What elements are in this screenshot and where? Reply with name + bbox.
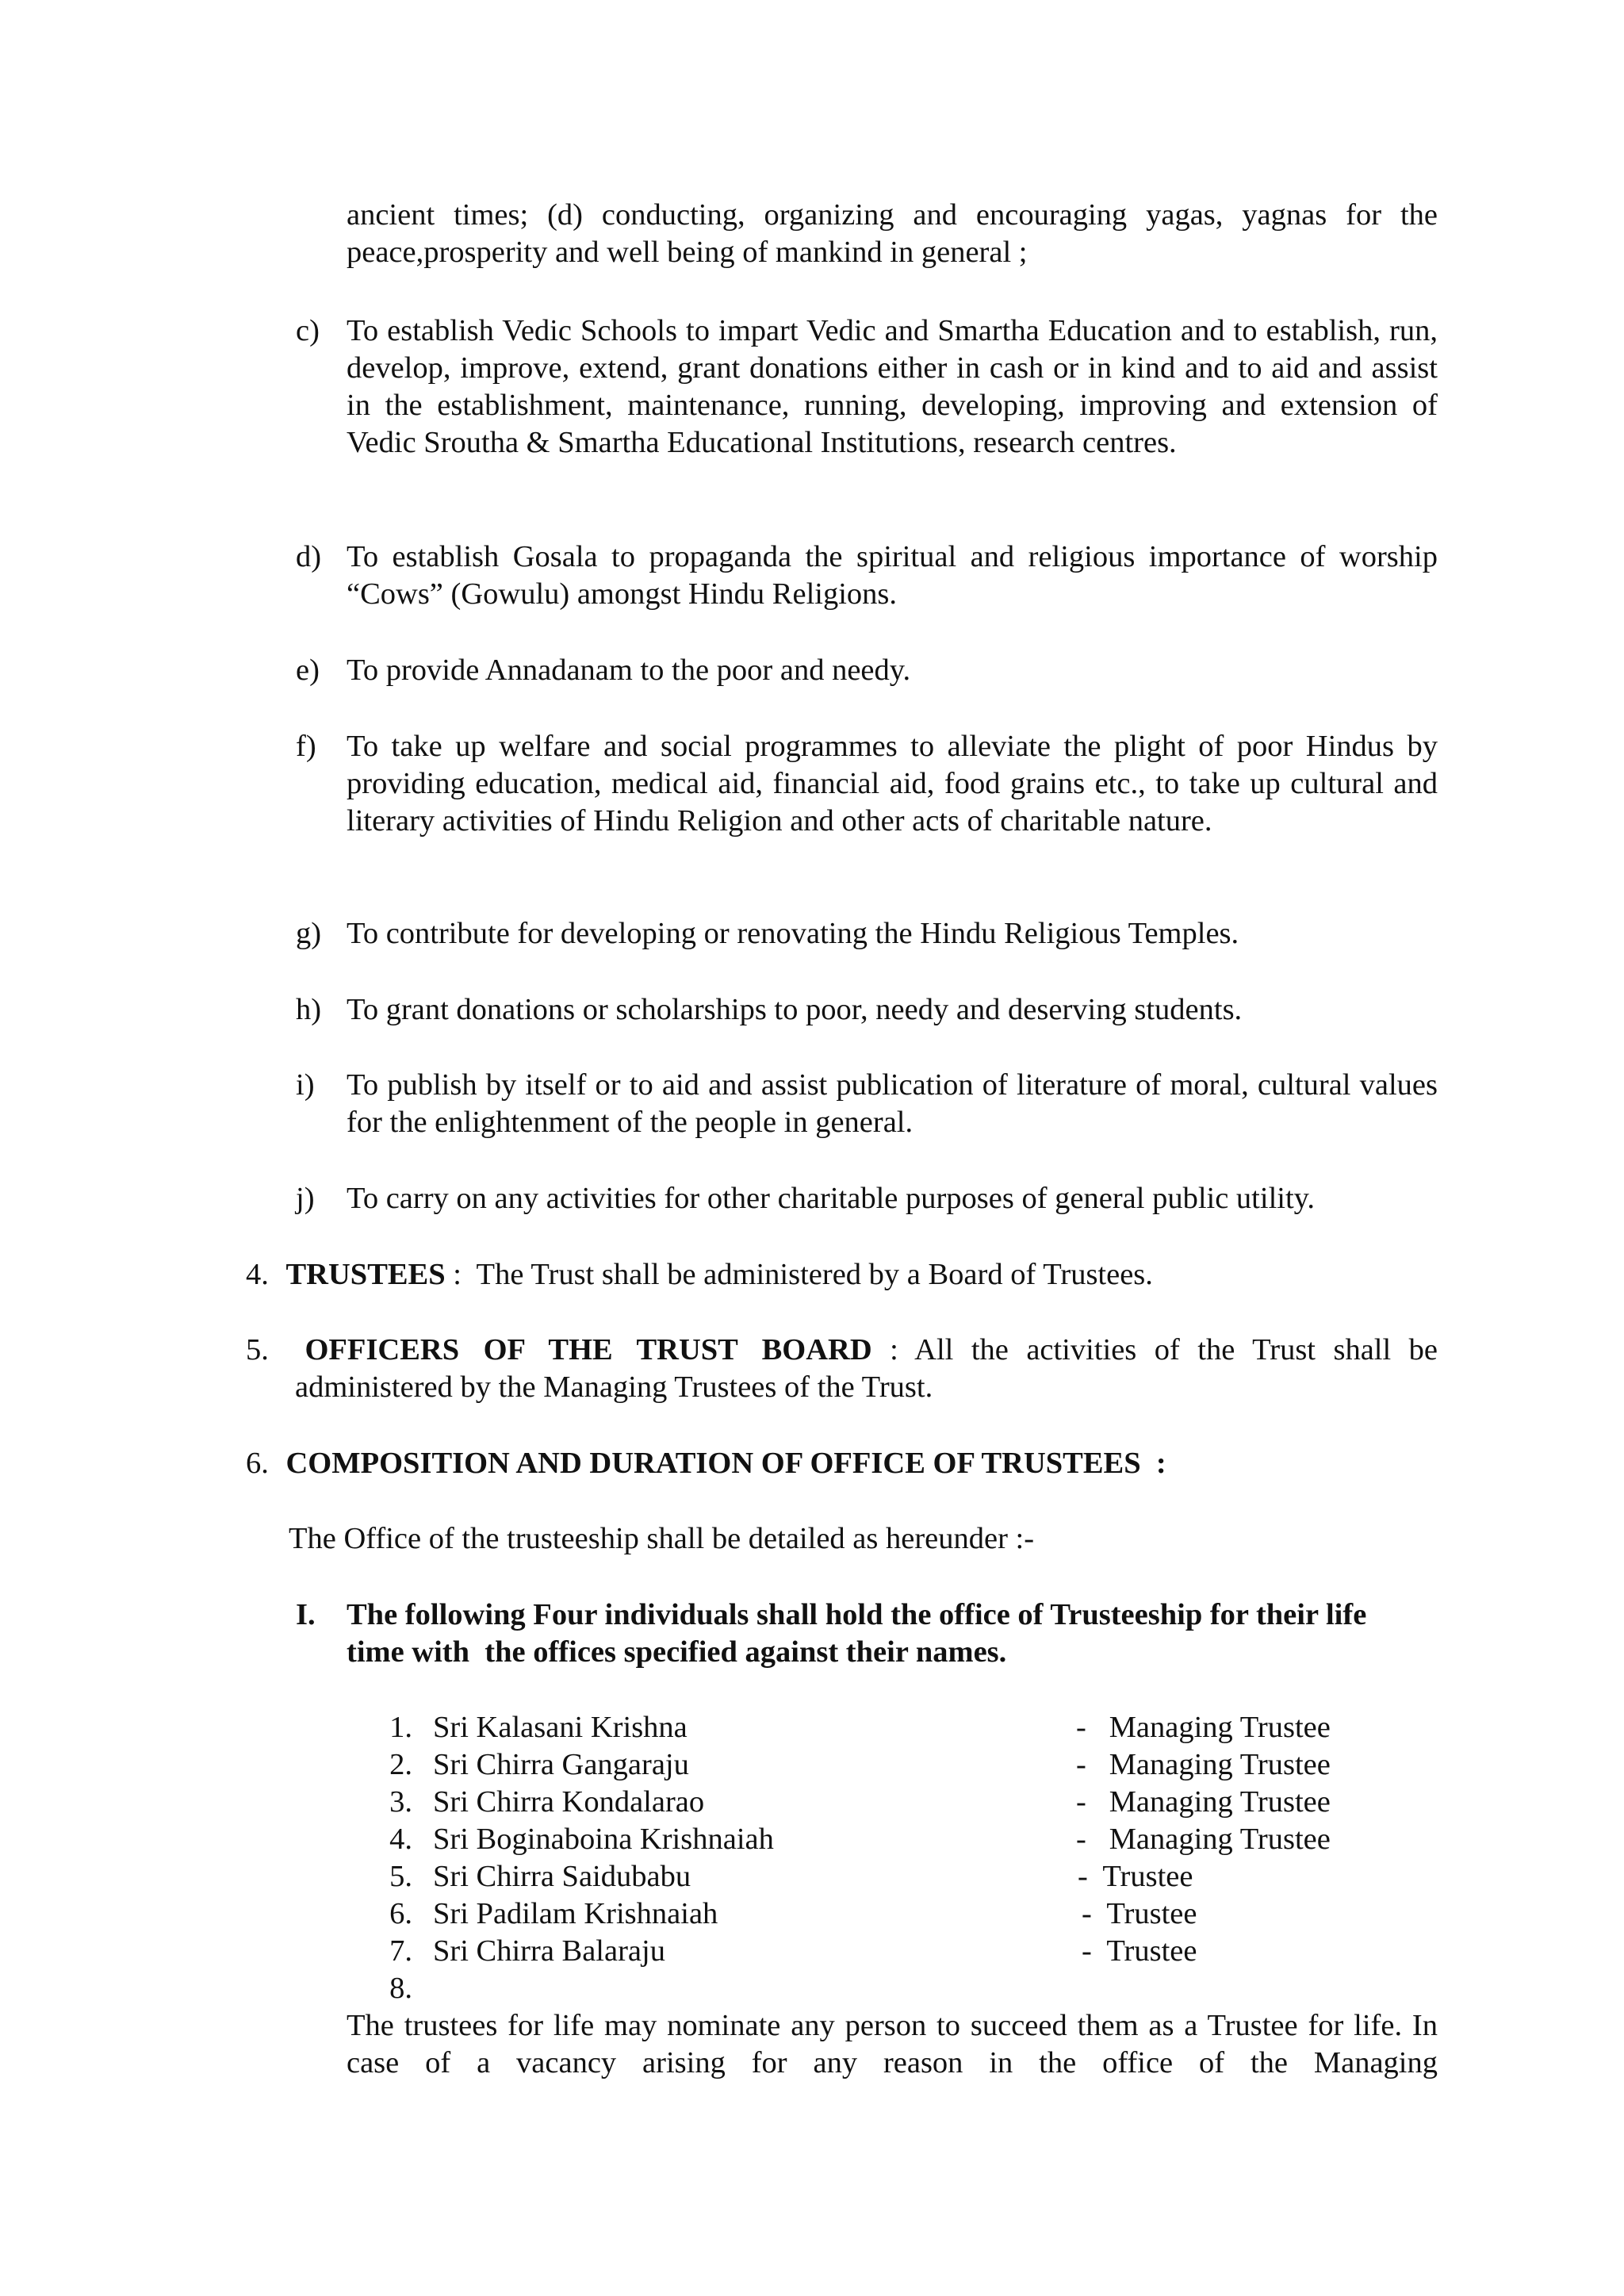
object-marker: j) (296, 1182, 315, 1215)
office-intro (289, 1520, 1034, 1558)
section-text: The Trust shall be administered by a Board of Trustees. (476, 1258, 1153, 1291)
object-text: To grant donations or scholarships to poor, needy and deserving students. (347, 993, 1243, 1026)
trustee-office: - Trustee (1078, 1860, 1193, 1893)
section-4 (246, 1256, 1438, 1294)
trustee-name: Sri Chirra Balaraju (433, 1934, 665, 1968)
section-5 (246, 1332, 1438, 1406)
trustee-office: - Managing Trustee (1076, 1748, 1331, 1781)
section-heading: COMPOSITION AND DURATION OF OFFICE OF TRUSTEES : (285, 1447, 1166, 1480)
section-number: 5. (246, 1333, 269, 1366)
trustee-name: Sri Kalasani Krishna (433, 1711, 688, 1744)
intro-paragraph (347, 197, 1438, 271)
object-marker: g) (296, 917, 322, 950)
trustee-number: 7. (389, 1934, 412, 1968)
section-separator: : (871, 1333, 915, 1366)
intro-text: ancient times; (d) conducting, organizing and encouraging yagas, yagnas for the peace,prosperity and well being of mankind in general ; (347, 198, 1438, 269)
object-text: To carry on any activities for other charitable purposes of general public utility. (347, 1182, 1316, 1215)
closing-text: The trustees for life may nominate any person to succeed them as a Trustee for life. In case of a vacancy arising for any reason in the office of the Managing (347, 2009, 1438, 2079)
trustee-office: - Managing Trustee (1076, 1711, 1331, 1744)
trustee-name: Sri Boginaboina Krishnaiah (433, 1823, 774, 1856)
object-item-c (296, 312, 1438, 462)
object-item-i (296, 1067, 1438, 1141)
section-6 (246, 1445, 1438, 1482)
object-marker: c) (296, 314, 320, 347)
sub-heading (296, 1596, 1414, 1671)
office-intro-text: The Office of the trusteeship shall be detailed as hereunder :- (289, 1522, 1035, 1555)
sub-heading-marker: I. (296, 1598, 316, 1631)
object-item-g (296, 915, 1438, 953)
section-text: All the activities of the Trust shall be administered by the Managing Trustees of the Trust. (295, 1333, 1438, 1404)
object-text: To establish Gosala to propaganda the spiritual and religious importance of worship “Cows” (Gowulu) amongst Hindu Religions. (347, 540, 1438, 611)
trustee-office: - Managing Trustee (1076, 1785, 1331, 1819)
trustee-list (381, 1709, 1443, 2007)
section-heading: TRUSTEES (285, 1258, 446, 1291)
trustee-office: - Trustee (1082, 1934, 1197, 1968)
sub-heading-text: The following Four individuals shall hold the office of Trusteeship for their life time with the offices specified against their names. (347, 1598, 1374, 1669)
object-marker: h) (296, 993, 322, 1026)
trustee-number: 3. (389, 1785, 412, 1819)
trustee-office: - Trustee (1082, 1897, 1197, 1930)
object-text: To establish Vedic Schools to impart Vedic and Smartha Education and to establish, run, develop, improve, extend, grant donations either in cash or in kind and to aid and assist in the establishment, maintenance, running, developing, improving and extension of Vedic Sroutha & Smartha Educational Institutions, research centres. (347, 314, 1438, 459)
object-item-j (296, 1180, 1454, 1217)
trustee-number: 6. (389, 1897, 412, 1930)
object-text: To publish by itself or to aid and assist publication of literature of moral, cultural values for the enlightenment of the people in general. (347, 1068, 1438, 1139)
object-text: To take up welfare and social programmes to alleviate the plight of poor Hindus by providing education, medical aid, financial aid, food grains etc., to take up cultural and literary activities of Hindu Religion and other acts of charitable nature. (347, 730, 1438, 838)
object-text: To contribute for developing or renovating the Hindu Religious Temples. (347, 917, 1239, 950)
trustee-number: 8. (389, 1972, 412, 2005)
section-number: 6. (246, 1447, 269, 1480)
section-separator: : (445, 1258, 477, 1291)
section-5-paragraph (246, 1332, 1438, 1406)
trustee-number: 4. (389, 1823, 412, 1856)
object-marker: d) (296, 540, 322, 573)
trustee-name: Sri Chirra Gangaraju (433, 1748, 689, 1781)
object-marker: f) (296, 730, 316, 763)
object-item-e (296, 652, 1438, 689)
trustee-name: Sri Chirra Saidubabu (433, 1860, 691, 1893)
trustee-office: - Managing Trustee (1076, 1823, 1331, 1856)
object-marker: i) (296, 1068, 315, 1102)
object-marker: e) (296, 654, 320, 687)
object-text: To provide Annadanam to the poor and needy. (347, 654, 911, 687)
object-item-d (296, 539, 1438, 613)
trustee-number: 1. (389, 1711, 412, 1744)
trustee-number: 2. (389, 1748, 412, 1781)
trustee-number: 5. (389, 1860, 412, 1893)
trustee-name: Sri Chirra Kondalarao (433, 1785, 705, 1819)
section-number: 4. (246, 1258, 269, 1291)
trustee-name: Sri Padilam Krishnaiah (433, 1897, 718, 1930)
section-heading: OFFICERS OF THE TRUST BOARD (304, 1333, 872, 1366)
closing-paragraph (347, 2007, 1438, 2082)
object-item-f (296, 728, 1438, 840)
object-item-h (296, 991, 1438, 1029)
